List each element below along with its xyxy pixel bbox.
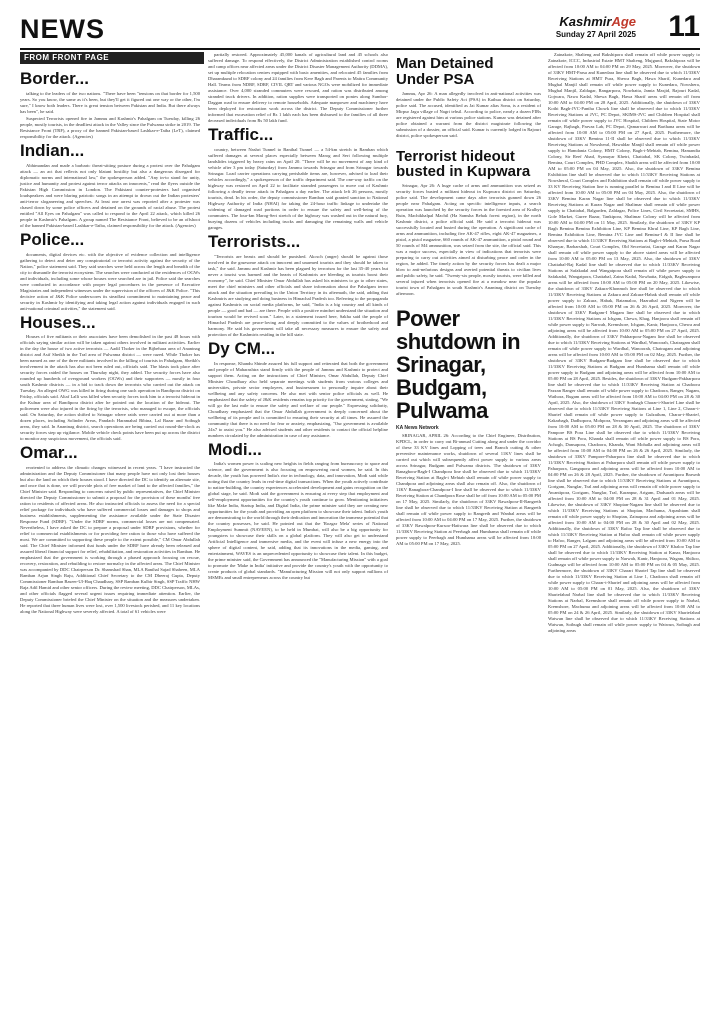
- section-kicker: FROM FRONT PAGE: [20, 52, 204, 64]
- story-power-body: SRINAGAR, APRIL 26: According to the Chief Engineer, Distribution, KPDCL, in order to carry out Bi-annual Cutting along and under the corridor of these 33 KV lines and Lopping of trees and Branch cutting & other preventive maintenance works, shutdown of several 11KV lines shall be carried out which will subsequently affect power supply to various areas across Srinagar, Budgam and Pulwama districts. The shutdown of 33KV Ranagbora-Bagh-I Chandpora line shall be observed due to which 11/33KV Receiving Station at Bagh-i Mehtab shall remain off while power supply to Chandpora and adjoining areas shall also remain off. Also, the shutdown of 11KV Ranagbora-Chandpora-I line shall be observed due to which 11/33KV Receiving Station at Chandpora Rose shall be off from 10:00 AM to 05:00 PM on 17 May, 2025. Similarly, the shutdown of 33KV Rawalpora-II-Rangreth line shall be observed due to which 11/33KV Receiving Station at Rangreth shall remain off while power supply to Rangreth and Wanbal areas will be affected from 10:00 AM to 04:00 PM on 17 May, 2025. Further, the shutdown of 33KV Rawalpora-Kursoo-Hatiwara line shall be observed due to which 11/33KV Receiving Station at Peerbagh and Humhama shall remain off while power supply to Peerbagh and Humhama areas will be affected from 10:00 AM to 05:00 PM on 17 May, 2025.: [396, 433, 541, 547]
- story-police-body: documents, digital devices etc. with the objective of evidence collection and intelligence gathering to detect and deter any conspiratorial or terrorist activity against the security of the Nation," police statement said. They said searches were held across the length and breadth of the city to dismantle the terrorist ecosystem. The searches were conducted at the residences of OGWs and individuals, including some whose houses were searched are in jail. Police said the searches were conducted in accordance with proper legal procedures in the presence of Executive Magistrates and independent witnesses under the supervision of the officers of J&K Police. "This decisive action of J&K Police underscores its steadfast commitment to maintaining peace and security in Kashmir by identifying and taking legal action against individuals engaged in such anti-national criminal activities," the statement said.: [20, 251, 200, 311]
- story-houses: [20, 334, 200, 442]
- headline-houses: Houses...: [20, 312, 96, 332]
- story-traffic: [208, 147, 388, 231]
- headline-kupwara: Terrorist hideout busted in Kupwara: [396, 147, 531, 181]
- story-modi-body: India's women power is scaling new heights in fields ranging from bureaucracy to space and science, and the government is also focusing on empowering rural women, he said. In this decade, the youth has powered India's rise in technology, data, and innovation, Modi said while noting that the country leads in real-time digital transactions. When the youth actively contribute to nation-building, the country experiences accelerated development and gains recognition on the global stage, he said. Modi said the government is ensuring at every step that employment and self-employment opportunities for the country's youth continue to grow. Mentioning initiatives like Make India, Startup India, and Digital India, the prime minister said they are creating new opportunities for the youth and providing an open platform to showcase their talent. India's youth are demonstrating to the world through their dedication and innovation the immense potential that the country possesses, he said. He pointed out that the 'Rozgar Mela' series of National Employment Summit (NAVEEN), to be held in Mumbai, will also be a big opportunity for youngsters to showcase their skills on a global platform. They will also get to understand Artificial Intelligence and immersive media, and the event will infuse a new energy into the sphere of digital content, he said, adding that its innovations in the media, gaming, and entertainment, WAVES is an unprecedented opportunity to showcase their talent. In this budget, the prime minister said, the Government has announced the "Manufacturing Mission" with a goal to promote the 'Make in India' initiative and provide the country's youth with the opportunity to create products of global standards. "Manufacturing Mission will not only support millions of MSMEs and small entrepreneurs across the country but: [208, 461, 389, 581]
- headline-dycm: Dy CM...: [208, 338, 276, 358]
- story-police: [20, 252, 200, 312]
- headline-traffic: Traffic...: [208, 125, 274, 144]
- story-partially-body: partially restored. Approximately 45,000 kanals of agricultural land and 45 schools also suffered damage. To respond effectively, the District Administration established control rooms and camp offices near affected areas under the District Disaster Management Authority (DDMA), set up multiple relocation centres equipped with basic amenities, and relocated 45 families from Dharamkund to SDRF colony and 24 families from Kere Bagh and Parents to Maitra Community Hall. Teams from NDRF, SDRF, CIVIL QRT and various NGOs were mobilized for immediate assistance. Over 4,000 stranded commuters were rescued, and ration was distributed among stranded truck drivers. In addition, ration supplies were transported on ponies along Sumbor-Daggan road to ensure delivery to remote households. Adequate manpower and machinery have been deployed for restoration work across the district. The Deputy Commissioner further informed that excavation relief of Rs 1 lakh each has been disbursed to the families of all three deceased individuals from Rs 50 lakh fund.: [208, 52, 388, 123]
- story-man-detained: [396, 91, 541, 139]
- headline-modi: Modi...: [208, 439, 262, 459]
- headline-power: Power shutdown in Srinagar, Budgam, Pulwama: [396, 306, 521, 424]
- story-kupwara-body: Srinagar, Apr 26: A huge cache of arms and ammunition was seized as security forces busted a militant hideout in Kupwara district on Saturday, police said. The development came days after terrorists gunned down 26 people near Pahalgam. Acting on specific intelligence inputs, a search operation was launched by the security forces in the forested area of Kralbyi Ruin, Machikhalpal Machil (Ha Samsha Behak forest region), in the north Kashmir district, a police official said. He said a terrorist hideout was successfully located and busted during the operation. A significant cache of arms and ammunition, including five AK-47 rifles, eight AK-47 magazines, a pistol, a pistol magazine, 660 rounds of AK-47 ammunition, a pistol round and 50 rounds of M4 ammunition, was seized from the site, the official said. This was a major success, especially in view of indications that terrorists were preparing to carry out activities aimed at disturbing peace and order in the region, he added. The timely action by the security forces has dealt a major blow to anti-nefarious designs and averted potential threats to civilian lives and public safety, he said. "Twenty-six people, mostly tourists, were killed and several injured when terrorists opened fire at a meadow near the popular tourist town of Pahalgam in south Kashmir's Anantnag district on Tuesday afternoon.: [396, 183, 541, 296]
- brand-logo-sup: Age: [611, 14, 636, 29]
- brand-logo-main: Kashmir: [559, 14, 612, 29]
- column-4: [548, 52, 700, 635]
- story-dycm: [208, 361, 388, 439]
- headline-border: Border...: [20, 69, 89, 88]
- masthead: [20, 10, 700, 50]
- headline-terrorists: Terrorists...: [208, 231, 301, 251]
- section-title: NEWS: [20, 14, 105, 44]
- headline-man-detained: Man Detained Under PSA: [396, 55, 494, 88]
- brand-block: [556, 14, 636, 39]
- brand-logo: [556, 14, 636, 29]
- headline-police: Police...: [20, 229, 85, 249]
- column-1: [20, 68, 200, 616]
- story-dycm-body: In response, Khandu Shinde assured his full support and reiterated that both the government and people of Maharashtra stand firmly with the people of Jammu and Kashmir to protect and support them. Acting on the instructions of Chief Minister, Omar Abdullah, Deputy Chief Minister Choudhary also held separate meetings with students from various colleges and universities, private sector employees, and businessmen to personally inquire about their wellbeing and any safety concerns. He also met with senior police officials as well. He emphasized that the safety of J&K residents remains top priority for the government, stating, "We will go the last mile to ensure the safety and welfare of our people." Expressing solidarity, Choudhary emphasized that the Omar Abdullah government is deeply concerned about the wellbeing of its people and is committed to ensuring their security at all times. He assured the community that there is no need for fear or anxiety, emphasizing, "Our government is available 24x7 to assist you." He also advised students and other residents to contact the official helpline numbers circulated by the administration in case of any assistance.: [208, 360, 388, 438]
- story-omar: [20, 465, 200, 615]
- page-number: 11: [668, 10, 700, 43]
- column-2: [208, 52, 388, 582]
- story-houses-body: Houses of five militants or their associates have been demolished in the past 48 hours with officials saying similar action will be taken against others involved in militant activities. Earlier in the day the house of two active terrorists — Aadil Thoker in the Bijbehara area of Anantnag district and Asif Sheikh in the Tral area of Pulwama district — were razed. While Thoker has been named as one of the three militants involved in the killing of tourists in Pahalgam, Sheikh's involvement in the attack has also not been ruled out, officials said. The blasts took place after security forces raided the houses on Thursday night, they added. The security forces have also rounded up hundreds of overground workers (OGWs) and their supporters — mostly in four south Kashmir districts — in a bid to track down the terrorists who carried out the attack on Tuesday. An alleged OWG was killed in firing during one such operation in Bandipora district on Friday, officials said. Altaf Lalli was killed when security forces took him to a terrorist hideout in the Kulnar area of Bandipora district after he pointed out the location of the hideout. The policemen were also injured in the firing by the terrorists, who managed to escape, the officials said. On Saturday, the action shifted to Srinagar where raids were carried out at more than a dozen places, including Solinder Areas, Pandach Haramahal Bibina, Lal Bazar and Soibugh areas, they said. In Anantnag district, search operations are being carried out round-the-clock as security forces step up vigilance. Mobile vehicle check points have been put up across the district to monitor any suspicious movement, the officials said.: [20, 334, 200, 442]
- story-border-body: Suspected Terrorists opened fire in Jammu and Kashmir's Pahalgam on Tuesday, killing 26 people, mostly tourists, in the deadliest attack in the Valley since the Pulwama strike in 2019. The Resistance Front (TRF), a proxy of the banned Pakistan-based Lashkar-e-Taiba (LeT), claimed responsibility for the attack. (Agencies): [20, 115, 200, 139]
- story-border-lead: talking to the leaders of the two nations. "There have been "tensions on that border for 1,500 years. So you know, the same as it's been, but they'll get it figured out one way or the other, I'm sure," I know both leaders. There is great tension between Pakistan and India. But there always has been", he said.: [20, 90, 200, 114]
- story-power-continued: [548, 52, 700, 634]
- headline-indian: Indian...: [20, 140, 85, 160]
- story-kupwara: [396, 183, 541, 297]
- story-partially: [208, 52, 388, 124]
- story-border: [20, 91, 200, 140]
- story-indian-body: Abhimandan and made a barbaric threat-sitting posture during a protest over the Pahalgam attack — an act that reflects not only blatant hostility but also a dangerous disregard for diplomatic norms and international law," the spokesperson added. "Any in-to stand for unity, justice and humanity and protest against terror attacks on innocents," read the flyers outside the Pakistan High Commission in London. The Pakistani counter-protesters had organised loudspeakers and were blaring patriotic songs in an attempt to drown out the Indian protesters' anti-terror sloganeering and speeches. At least one arrest was reported after a protester was chased down by some police officers and detained on the grounds of racial abuse. The protest entitled "All Eyes on Pahalgam" was called to respond to the April 22 attack, which killed 26 people in Kashmir's Pahalgam. A group named The Resistance Front, believed to be an offshoot of the banned Pakistan-based Lashkar-e-Taiba, claimed responsibility for the attack. (Agencies): [20, 162, 200, 228]
- story-terrorists-body: "Terrorists are beasts and should be punished. Akcsch (anger) should be against those involved in the gruesome attack on innocent and unarmed tourists and they should be taken to task," the said. Jammu and Kashmir has been plagued by terrorism for the last 35-40 years but never a tourist was harmed and the hearts of Kashmiris are bleeding as tourists boost their economy", he said. Chief Minister Omar Abdullah has asked his ministers to go to other states, meet the chief ministers and other officials and share information about the Pahalgam terror attack and the situation prevailing in the Union Territory in its aftermath, the said, adding that Kashmiris are studying and doing business in Himachal Pradesh too. Referring to the propaganda against Kashmiris on social media platforms, he said, "India is a big country and all kinds of people — good and bad — are there. People with a positive mindset understand the situation and tourism would be revived soon." Later, in a statement issued here, Sakha said the people of Himachal Pradesh are peace-loving and deeply committed to the values of brotherhood and harmony. He said his government will take all necessary measures to ensure the safety and protection of the Kashmiris residing in the hill state.: [208, 253, 388, 337]
- issue-date: Sunday 27 April 2025: [555, 30, 636, 39]
- story-omar-body: reoriented to address the climatic changes witnessed in recent years. "I have instructed the administration and the Deputy Commissioner that many people have not only lost their houses but also the land on which their houses stood. I have directed the DC to identify an alternate site, and once that is done, we will provide plots of free market of land to the affected families," the Chief Minister said. Responding to concerns raised by public representatives, the Chief Minister directed the Deputy Commissioner to submit a proposal for the provision of these months' free ration to residents of affected areas. He also instructed officials to assess the need for a special relief package for individuals who have suffered commercial losses and damages to shops and business establishments, supplementing the assistance available under the State Disaster Response Fund (SDRF). "Under the SDRF norms, commercial losses are not compensated. Nevertheless, I have asked the DC to prepare a proposal under SDRF provisions, whether for relief to commercial establishments or for providing free ration to those who have suffered the most. We are committed to supporting these people to the extent possible," CM Omar Abdullah said. The Chief Minister informed that funds under the SDRF have already been released and assured liberal financial support for relief, rehabilitation, and restoration activities in Ramban. He emphasized that the government is working through a phased approach focusing on rescue, recovery, restoration, and rebuilding to restore normalcy in the affected areas. The Chief Minister was accompanied by DDC Chairperson Dr. Shamshad Shan, MLA Banihal Sajad Shaheen, MLA Ramban Arjun Singh Raju, Additional Chief Secretary to the CM Dheeraj Gupta, Deputy Commissioner Ramban Baseer-Ul-Haq Chaudhary, SSP Ramban Kulbir Singh, SSP Traffic NHW Raja Adil Hamid and other senior officers. During the review meeting, DDC Chairperson, MLAs, and other officials flagged several urgent issues requiring immediate attention. Earlier, the Deputy Commissioner briefed the Chief Minister on the situation and the measures undertaken. He reported that three human lives were lost, over 1,500 livestock perished, and 11 key locations along the National Highway were severely affected. A total of 61 vehicles were: [20, 465, 200, 615]
- story-traffic-body: country, between Nashri Tunnel to Banihal Tunnel — a 54-km stretch in Ramban which suffered damages at several places especially between Marog and Seri following multiple landslides triggered by heavy rains on April 20. "There will be no movement of any kind of vehicle after 3 pm today (Saturday) from Jammu towards Srinagar and from Srinagar towards Srinagar. Load carrier operations carrying perishable items are, however, advised to load their vehicles accordingly," a spokesperson of the traffic department said. The one-way traffic on the highway was restored on April 22 to facilitate stranded passengers to move out of Kashmir following a deadly terror attack in Pahalgam a day earlier. The attack left 26 persons, mostly tourists, dead. In his order, the deputy commissioner Ramban said granted sanction to National Highway Authority of India (NHAI) for taking the 24-hour traffic linkage to undertake the widening of damaged road portions in order to ensure the safety and well-being of the commuters. The four-km Marog-Seri stretch of the highway was washed out in the natural fury, burying dozens of vehicles including trucks and damaging the remaining walls and vehicle garages.: [208, 146, 388, 230]
- story-power-continued-body: Zainakote, Shalteng and Bakshipora shall remain off while power supply to Zainakote, ICCC, Industrial Estate HMT Shalteng, Mujgund, Bakshipora will be affected from 10:00 AM to 04:00 PM on 29 May, 2025. Moreover, the shutdown of 33KV HMT-Parsa and Kunedara line shall be observed due to which 11/33KV Receiving Stations at HMT Pura, Shewa Bagh, Hawa Sharif, Kunedara and Mughal Manjil shall remain off while power supply to Kunedara, Nowshera, Mughal Manjil, Zaldagar, Rangarpora, Nowhatta, Jamia Masjid, Rajouri Kadal, Gojwara, Nawa Kadal, Shewa Bagh, Hawa Sharif areas will remain off from 10:00 AM to 04:00 PM on 28 April, 2025. Additionally, the shutdown of 33KV Kothi Bagh-JVC-Pantha Chowk line shall be observed due to which 11/33KV Receiving Stations at JVC, PC Depot, SKIMS-JVC and Children Hospital shall remain off while power supply to JVC Hospital, Children Hospital, State Motor Garage, Rajbagh, Parvaz Lab, PC Depot, Qamarwari and Barthana areas will be affected from 10:00 AM to 05:00 PM on 27 April, 2025. Furthermore, the shutdown of 33KV Bemina 11-II shall be observed due to which 11/33KV Receiving Stations at Nowsheral, Hawaldar Manjil shall remain off while power supply to Hamdania Colony, HMT Colony, Bagh-i-Mehtab, Bemina, Hamandia Colony, Sir Reef Abad, Syanayar Khetri, Chattabal, SK Colony, Twinbadal, Bemina, Court Complex, PHD Complex, Shaikh areas will be affected from 10:00 AM to 05:00 PM on 04 May, 2025. Also, the shutdown of 33KV Bemina Exhibition line shall be observed due to which 11/33KV Receiving Stations at Nowsheral, Court Complex and Exhibition shall remain off while power supply to 33 KV Receiving Station line is running parallel to Bemina I and II Line will be affected from 10:00 AM to 05:00 PM on 04 May, 2025. Also, the shutdown of 33KV Bemina Karan Nagar line shall be observed due to which 11/33KV Receiving Stations at Karan Nagar and Shalimar shall remain off while power supply to Chattabal, Balgarden, Zaldagar, Police Lines, Civil Secretariat, SMHS, Gole Market, Guree Bazar, Tankipora, Shalimar Colony will be affected from 10:00 AM to 04:00 PM on 11 May, 2025. Similarly, the shutdown of 33KV KP Bagh Bemina Bemina Exhibition Line, KP Bemina Khrul Line, KP Bagh Line, Bemina Exhibition Line, Bemina JVC Line and Bemina-I & II line shall be observed due to which 11/33KV Receiving Stations at Bagh-i-Mehtab, Parsa Road Khanyar, Barbarshah, Court Complex, Old Secretariat, Garage and Karan Nagar shall remain off while power supply to the above stated areas will be affected from 10:00 AM to 05:00 PM on 13 May, 2025. Also, the shutdown of 33KV Chattabal-Raj Kadal line shall be observed due to which 11/33KV Receiving Stations at Safakadal and Wangatpora shall remain off while power supply to Safakadal, Wangatpora, Chattabal, Zaina Kadal, Nowhatta, Eidgah, Baghwanpora areas will be affected from 10:00 AM to 05:00 PM on 20 May, 2025. Likewise, the shutdown of 33KV Zakura-Khonmoh line shall be observed due to which 11/33KV Receiving Stations at Zakura and Zakura-Habak shall remain off while power supply to Zakura, Habak, Batamaloo, Hazratbal and Nigeen will be affected from 10:00 AM to 05:00 PM on 26 & 26 April, 2025. Moreover, the shutdown of 33KV Budgam-I Magam line shall be observed due to which 11/33KV Receiving Stations at Ichgam, Chewa, Khag, Hanjoora shall remain off while power supply to Narwah, Kremshore, Ichgam, Kanir, Hanjoora, Chewa and adjoining areas will be affected from 10:00 AM to 05:00 PM on 27 April, 2025. Additionally, the shutdown of 33KV Pakharpora-Nagam line shall be observed due to which 11/33KV Receiving Stations at Wardhal, Wanoorah, Chatragam shall remain off while power supply to Wardhal, Wanoorah, Chatragam and adjoining areas will be affected from 10:00 AM to 05:00 PM on 02 May, 2025. Further, the shutdown of 33KV Budgam-Budgam line shall be observed due to which 11/33KV Receiving Stations at Budgam and Humhama shall remain off while power supply to Budgam and adjoining areas will be affected from 10:00 AM to 05:00 PM on 28 April, 2025. Besides, the shutdown of 33KV Budgam-Pakharpora line shall be observed due to which 11/33KV Receiving Station at Chadoora Pazzan Ranger shall remain off while power supply to Chadoora, Ranger, Nagam, Wathora, Bugam areas will be affected from 10:00 AM to 04:00 PM on 28 & 30 April, 2025. Also, the shutdown of 33KV Sonbagh Charar-i-Sharief Line shall be observed due to which 11/33KV Receiving Stations at Line 1, Line 2, Charar-i-Sharief shall remain off while power supply to Gulzailum, Charar-i-Sharief, Kakarbagh, Dadhopora, Mohpora, Yerrangam and adjoining areas will be affected from 10:00 AM to 05:00 PM on 28 & 30 April, 2025. The shutdown of 33KV Pampore BS Pora Line shall be observed due to which 11/33KV Receiving Stations at BS Pora, Khanda shall remain off while power supply to BS Pora, Achogh, Dansapora, Chadoora, Khanda, Wani Mohalla and adjoining areas will be affected from 10:00 AM to 04:00 PM on 26 & 26 April, 2025. Similarly, the shutdown of 33KV Pampore-Paharpora line shall be observed due to which 11/33KV Receiving Station at Paharpora shall remain off while power supply to Paharpora, Gangapora and adjoining areas will be affected from 10:00 AM to 04:00 PM on 26 & 28 April, 2025. Further, the shutdown of Awantipora Brawnb line shall be observed due to which 11/33KV Receiving Stations at Awantipora, Gorigam, Nunglar, Tral and adjoining areas will remain off while power supply to Awantipora, Gorigam, Nunglar, Tral, Karanpur, Arigam, Dadsarah areas will be affected from 10:00 AM to 04:00 PM on 28 & 31 April and 01 May, 2025. Likewise, the shutdown of 33KV Shopian-Nagam line shall be observed due to which 11/33KV Receiving Stations at Shopian, Machuma, Arpashtam shall remain off while power supply to Shopian, Zainapora and adjoining areas will be affected from 10:00 AM to 04:00 PM on 28 & 30 April and 02 May, 2025. Additionally, the shutdown of 33KV Rafoo Tap line shall be observed due to which 11/33KV Receiving Station at Hafoo shall remain off while power supply to Hafoo, Ranger, Lalgam and adjoining areas will be affected from 10:00 AM to 05:00 PM on 27 April, 2025. Additionally, the shutdown of 33KV Khaloo Tap line shall be observed due to which 11/33KV Receiving Station at Kanar, Hanjoora shall remain off while power supply to Narwah, Kanir, Hanjoora, Wagam, Shiltoo, Gudmaga will be affected from 10:00 AM to 05:00 PM on 04 & 05 May, 2025. Furthermore, the shutdown of 33KV Charari Sharief Tap line shall be observed due to which 11/33KV Receiving Station at Line 1, Chadoora shall remain off while power supply to Charar-i-Sharief and adjoining areas will be affected from 10:00 AM to 05:00 PM on 01 May, 2025. Also, the shutdown of 33KV Shariefabad Narbal line shall be observed due to which 11/33KV Receiving Stations at Narbal, Kremshore shall remain off while power supply to Narbal, Kremshore, Machuma and adjoining areas will be affected from 10:00 AM to 05:00 PM on 24 & 26 April, 2025. Similarly, the shutdown of 33KV Shariefabad Watwun line shall be observed due to which 11/33KV Receiving Stations at Watwun, Soibugh shall remain off while power supply to Watwun, Soibugh and adjoining areas: [548, 52, 700, 633]
- story-man-detained-body: Jammu, Apr 26: A man allegedly involved in anti-national activities was detained under the Public Safety Act (PSA) in Kathua district on Saturday, police said. The accused, identified as Jai Kumar alias Sonu, is a resident of Mirpur Jagu village of Nagri tehsil. According to police, nearly a dozen FIRs are registered against him at various police stations. Kumar was detained after police obtained a warrant from the district magistrate following the submission of a dossier, an official said. Kumar is currently lodged in Rajouri district, police spokesperson said.: [396, 90, 541, 138]
- headline-omar: Omar...: [20, 443, 78, 463]
- byline-power: KA News Network: [396, 425, 439, 432]
- column-3: [396, 52, 541, 548]
- story-terrorists: [208, 254, 388, 338]
- story-indian: [20, 163, 200, 229]
- story-power: [396, 433, 541, 547]
- story-modi: [208, 461, 388, 581]
